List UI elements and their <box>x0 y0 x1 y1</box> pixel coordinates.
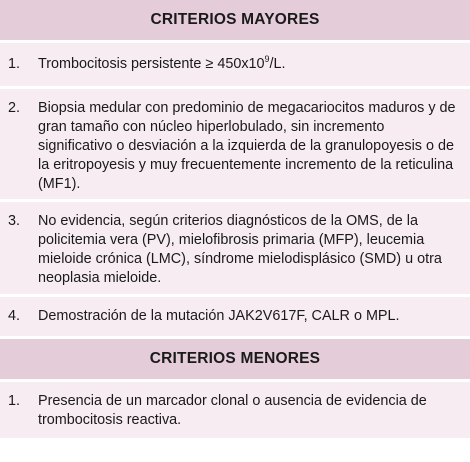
criterion-superscript: 9 <box>264 54 270 65</box>
minor-criteria-header: CRITERIOS MENORES <box>0 339 470 382</box>
criterion-text: Demostración de la mutación JAK2V617F, CALR o MPL. <box>38 308 400 324</box>
criterion-text: Biopsia medular con predominio de megacariocitos maduros y de gran tamaño con núcleo hiperlobulado, sin incremento significativo o desviación a la izquierda de la granulopoyesis o de la eritropoyesis y muy frecuentemente incremento de la reticulina (MF1). <box>38 100 456 192</box>
major-criterion-4 <box>0 297 470 339</box>
criterion-number: 2. <box>8 100 21 116</box>
criterion-number: 1. <box>8 56 21 72</box>
criterion-number: 4. <box>8 308 21 324</box>
criterion-text: No evidencia, según criterios diagnósticos de la OMS, de la policitemia vera (PV), mielofibrosis primaria (MFP), leucemia mieloide crónica (LMC), síndrome mielodisplásico (SMD) u otra neoplasia mieloide. <box>38 213 442 286</box>
criterion-text <box>38 55 456 78</box>
minor-criterion-1 <box>0 382 470 438</box>
major-criterion-1 <box>0 43 470 89</box>
criterion-text: Presencia de un marcador clonal o ausencia de evidencia de trombocitosis reactiva. <box>38 393 427 428</box>
major-criterion-2 <box>0 89 470 202</box>
criterion-text-main: Trombocitosis persistente ≥ 450x10 <box>38 56 265 72</box>
major-criterion-3 <box>0 202 470 297</box>
criterion-text-unit: /L. <box>269 56 286 72</box>
criterion-number: 3. <box>8 213 21 229</box>
major-criteria-header: CRITERIOS MAYORES <box>0 0 470 43</box>
criterion-number: 1. <box>8 393 21 409</box>
